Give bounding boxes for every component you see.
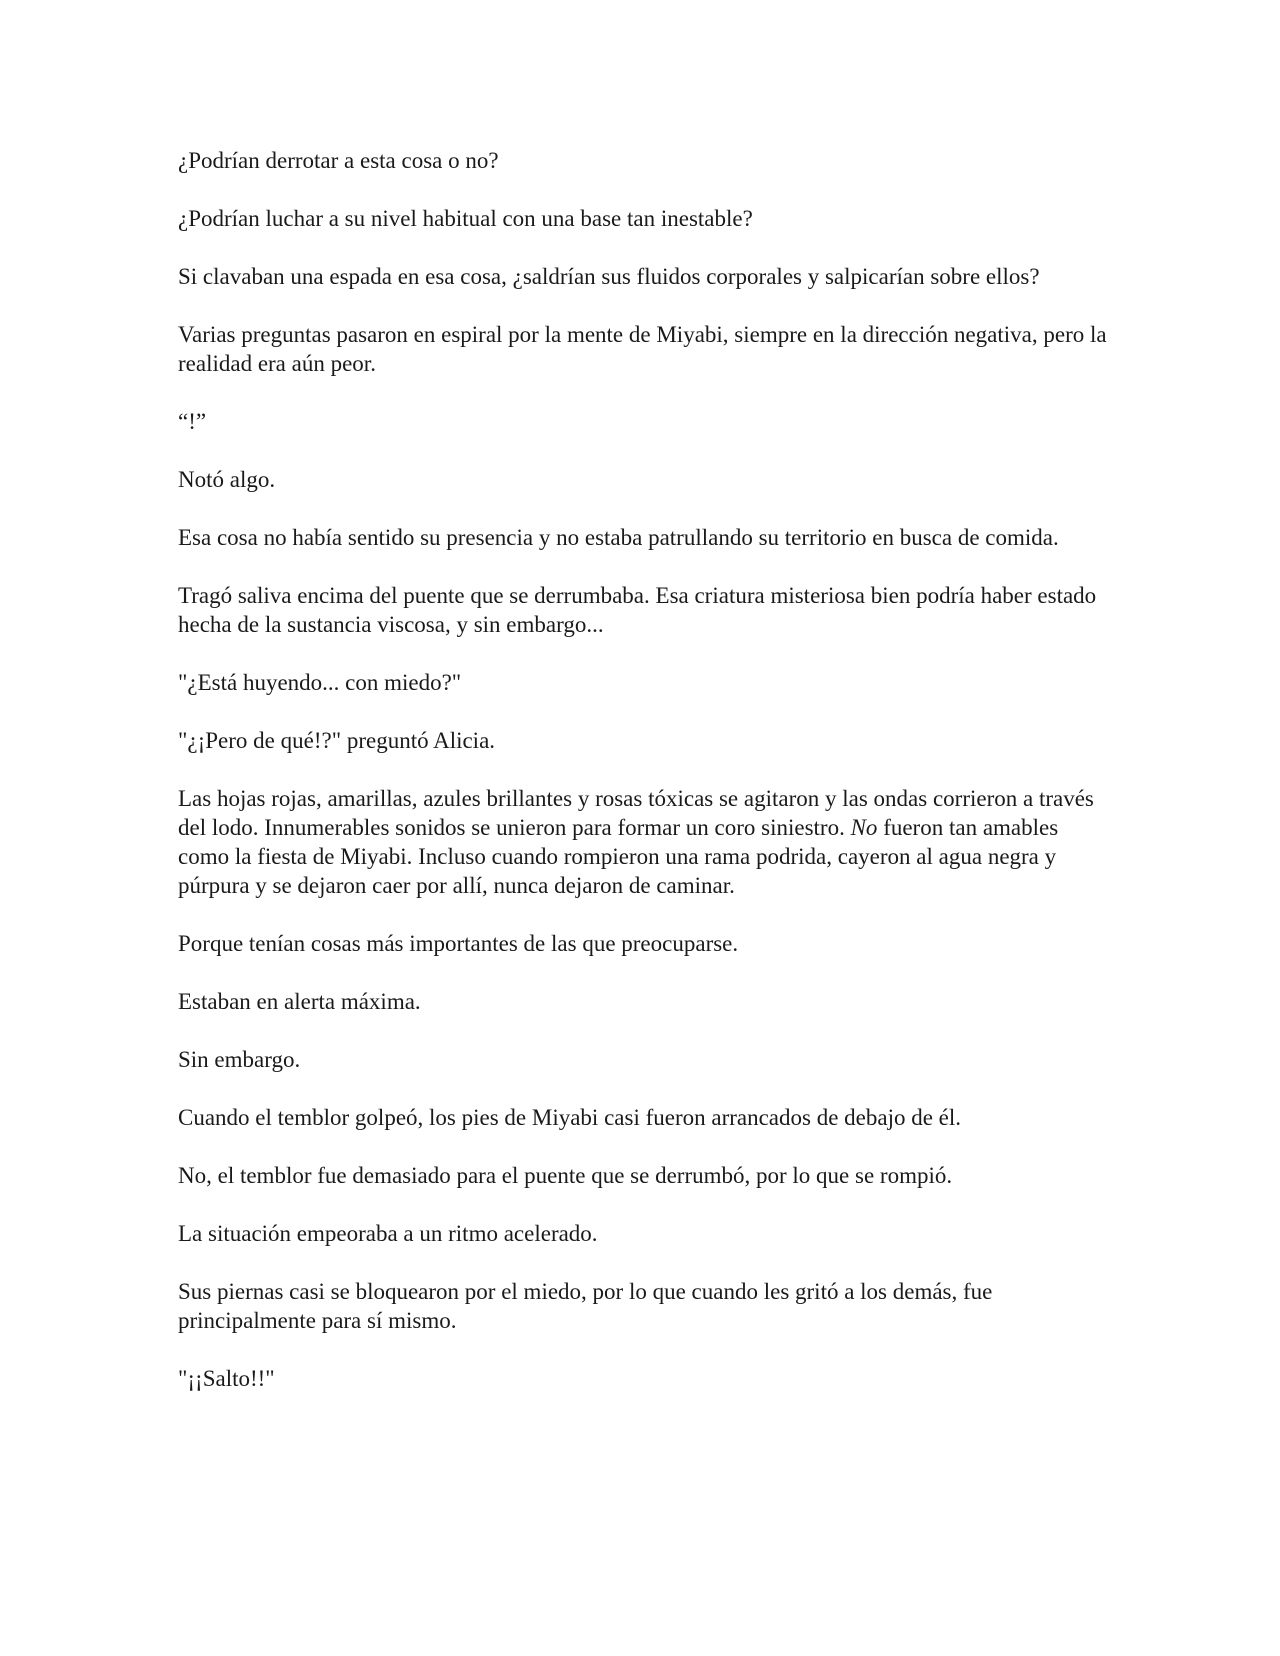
paragraph: Si clavaban una espada en esa cosa, ¿saldrían sus fluidos corporales y salpicarían sobre ellos? [178,264,1040,289]
paragraph: Notó algo. [178,467,276,492]
paragraph: ¿Podrían luchar a su nivel habitual con una base tan inestable? [178,206,753,231]
paragraph: "¿Está huyendo... con miedo?" [178,670,462,695]
paragraph: Sin embargo. [178,1047,301,1072]
paragraph: No, el temblor fue demasiado para el puente que se derrumbó, por lo que se rompió. [178,1163,953,1188]
paragraph-text: fueron tan amables como la fiesta de Miyabi. Incluso cuando rompieron una rama podrida, cayeron al agua negra y púrpura y se dejaron caer por allí, nunca dejaron de caminar. [178,815,1059,898]
paragraph: Tragó saliva encima del puente que se derrumbaba. Esa criatura misteriosa bien podría haber estado hecha de la sustancia viscosa, y sin embargo... [178,583,1097,637]
paragraph: Varias preguntas pasaron en espiral por la mente de Miyabi, siempre en la dirección negativa, pero la realidad era aún peor. [178,322,1107,376]
paragraph-text: Las hojas rojas, amarillas, azules brillantes y rosas tóxicas se agitaron y las ondas corrieron a través del lodo. Innumerables sonidos se unieron para formar un coro siniestro. [178,786,1094,840]
paragraph: La situación empeoraba a un ritmo acelerado. [178,1221,598,1246]
paragraph: Sus piernas casi se bloquearon por el miedo, por lo que cuando les gritó a los demás, fue principalmente para sí mismo. [178,1279,993,1333]
paragraph: ¿Podrían derrotar a esta cosa o no? [178,148,499,173]
paragraph: Porque tenían cosas más importantes de las que preocuparse. [178,931,739,956]
paragraph: Cuando el temblor golpeó, los pies de Miyabi casi fueron arrancados de debajo de él. [178,1105,962,1130]
document-body [178,146,1108,1422]
paragraph: "¡¡Salto!!" [178,1366,275,1391]
paragraph: "¿¡Pero de qué!?" preguntó Alicia. [178,728,496,753]
paragraph: Estaban en alerta máxima. [178,989,421,1014]
paragraph: “!” [178,409,207,434]
paragraph-with-italic [178,784,1108,900]
paragraph: Esa cosa no había sentido su presencia y no estaba patrullando su territorio en busca de comida. [178,525,1059,550]
italic-word: No [850,815,878,840]
